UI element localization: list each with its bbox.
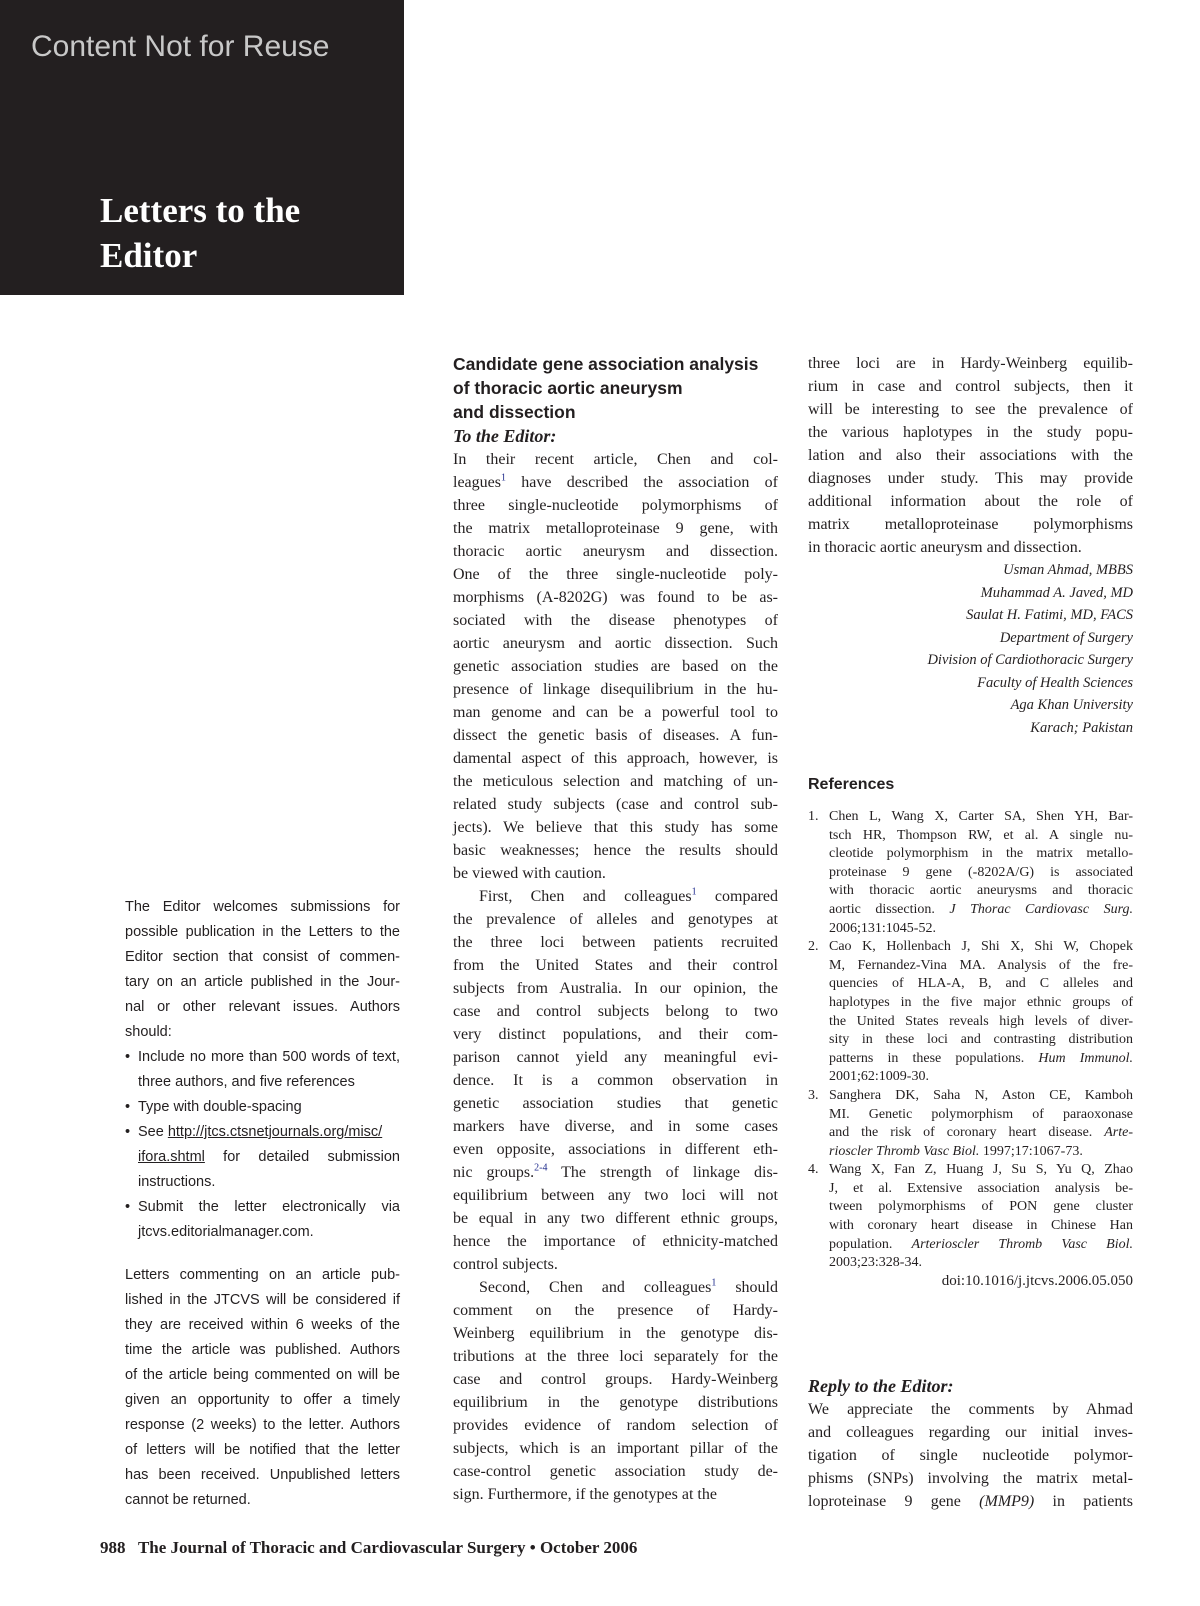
citation-superscript: 1 (691, 886, 697, 898)
spacer (125, 1245, 400, 1263)
letter-column-2 (808, 352, 1133, 739)
reference-number: 1. (808, 809, 819, 824)
text-line: case and control groups. Hardy-Weinberg (453, 1371, 778, 1388)
section-title-line: Editor (100, 236, 198, 275)
reference-item (808, 1087, 1133, 1161)
text-line: time the article was published. Authors (125, 1342, 400, 1358)
text-line: jtcvs.editorialmanager.com. (138, 1224, 314, 1240)
text-line: three authors, and five references (138, 1074, 355, 1090)
text-line: lation and also their associations with the (808, 447, 1133, 464)
text-line: matrix metalloproteinase polymorphisms (808, 516, 1133, 533)
text-line: Letters commenting on an article pub- (125, 1267, 400, 1283)
text-line: will be interesting to see the prevalence of (808, 401, 1133, 418)
text-line: response (2 weeks) to the letter. Authors (125, 1417, 400, 1433)
text-line: man genome and can be a powerful tool to (453, 704, 778, 721)
text-line: loproteinase 9 gene (MMP9) in patients (808, 1493, 1133, 1510)
section-title-line: Letters to the (100, 191, 301, 230)
text-line: • Include no more than 500 words of text, (138, 1049, 400, 1065)
guideline-bullet (125, 1120, 400, 1195)
citation-superscript: 2-4 (534, 1162, 548, 1174)
italic-text: (MMP9) (979, 1493, 1035, 1510)
text-line: related study subjects (case and control sub- (453, 796, 778, 813)
text-line: even opposite, associations in different eth- (453, 1141, 778, 1158)
references-list (808, 808, 1133, 1273)
guideline-bullet (125, 1045, 400, 1095)
text-line: and colleagues regarding our initial inves- (808, 1424, 1133, 1441)
text-line (138, 1120, 400, 1145)
text-line: should: (125, 1024, 172, 1040)
reference-line: patterns in these populations. Hum Immunol. (829, 1050, 1133, 1066)
text-line: Weinberg equilibrium in the genotype dis- (453, 1325, 778, 1342)
reference-line: Chen L, Wang X, Carter SA, Shen YH, Bar- (829, 809, 1133, 824)
reference-item (808, 808, 1133, 938)
submission-link[interactable]: ifora.shtml (138, 1149, 205, 1165)
reference-line: 2006;131:1045-52. (829, 920, 936, 936)
text-line: dissect the genetic basis of diseases. A fun- (453, 727, 778, 744)
reference-line: population. Arterioscler Thromb Vasc Biol. (829, 1236, 1133, 1252)
guidelines-policy (125, 1263, 400, 1513)
signature-line: Aga Khan University (1010, 697, 1133, 713)
text-line: be viewed with caution. (453, 865, 606, 882)
signature-line: Division of Cardiothoracic Surgery (927, 652, 1133, 668)
text-line: given an opportunity to offer a timely (125, 1392, 400, 1408)
text-line: the meticulous selection and matching of un- (453, 773, 778, 790)
letter-body-continued (808, 352, 1133, 559)
text-line: has been received. Unpublished letters (125, 1467, 400, 1483)
text-line: tigation of single nucleotide polymor- (808, 1447, 1133, 1464)
text-line: basic weaknesses; hence the results should (453, 842, 778, 859)
italic-text: rioscler Thromb Vasc Biol. (829, 1143, 980, 1159)
text-line (138, 1145, 400, 1170)
reference-line: cleotide polymorphism in the matrix metallo- (829, 846, 1133, 862)
text-line: morphisms (A-8202G) was found to be as- (453, 589, 778, 606)
text-line: The Editor welcomes submissions for (125, 899, 400, 915)
section-title (100, 188, 390, 278)
citation-superscript: 1 (711, 1277, 717, 1289)
doi: doi:10.1016/j.jtcvs.2006.05.050 (941, 1273, 1133, 1289)
reference-line: with thoracic aortic aneurysms and thoracic (829, 883, 1133, 899)
text-line: Second, Chen and colleagues$^1$ should (479, 1277, 779, 1296)
reference-line: 2001;62:1009-30. (829, 1069, 929, 1085)
references-heading: References (808, 776, 895, 793)
text-line: • Submit the letter electronically via (138, 1199, 400, 1215)
text-line: One of the three single-nucleotide poly- (453, 566, 778, 583)
text-line: equilibrium in the genotype distributions (453, 1394, 778, 1411)
reference-line: 2003;23:328-34. (829, 1255, 922, 1271)
text-line: tary on an article published in the Jour- (125, 974, 400, 990)
watermark: Content Not for Reuse (31, 30, 330, 63)
italic-text: Arte- (1104, 1125, 1133, 1141)
reference-line: the United States reveals high levels of diver- (829, 1013, 1133, 1029)
signature-line: Saulat H. Fatimi, MD, FACS (966, 607, 1133, 623)
text-line: cannot be returned. (125, 1492, 251, 1508)
text-line: damental aspect of this approach, however, is (453, 750, 778, 767)
text-line: presence of linkage disequilibrium in the hu- (453, 681, 778, 698)
page-footer: 988 The Journal of Thoracic and Cardiovascular Surgery • October 2006 (100, 1538, 638, 1557)
text-line: case and control subjects belong to two (453, 1003, 778, 1020)
text-line: instructions. (138, 1174, 216, 1190)
text-line: the matrix metalloproteinase 9 gene, with (453, 520, 778, 537)
reference-number: 3. (808, 1087, 819, 1103)
text-line: thoracic aortic aneurysm and dissection. (453, 543, 778, 560)
text-line: the three loci between patients recruited (453, 934, 778, 951)
reply-heading: Reply to the Editor: (808, 1376, 954, 1396)
signature-line: Faculty of Health Sciences (977, 674, 1133, 691)
text-line: possible publication in the Letters to the (125, 924, 400, 940)
article-title (453, 352, 778, 424)
text-line: equilibrium between any two loci will not (453, 1187, 778, 1204)
reference-line: rioscler Thromb Vasc Biol. 1997;17:1067-73. (829, 1143, 1083, 1159)
text-line: nal or other relevant issues. Authors (125, 999, 400, 1015)
text-line: • Type with double-spacing (138, 1099, 302, 1115)
text-line: they are received within 6 weeks of the (125, 1317, 400, 1333)
guideline-bullet (125, 1195, 400, 1245)
text-line: subjects from Australia. In our opinion, the (453, 980, 778, 997)
text-line: dence. It is a common observation in (453, 1072, 778, 1089)
letter-body (453, 448, 778, 1506)
text-line: from the United States and their control (453, 957, 778, 974)
signature-line: Usman Ahmad, MBBS (1003, 562, 1133, 578)
reference-line: tsch HR, Thompson RW, et al. A single nu- (829, 827, 1133, 843)
title-line: of thoracic aortic aneurysm (453, 378, 683, 398)
text-line: rium in case and control subjects, then it (808, 378, 1133, 395)
text-line: sociated with the disease phenotypes of (453, 612, 778, 629)
header-block (0, 0, 404, 295)
reference-line: sity in these loci and contrasting distribution (829, 1032, 1133, 1048)
reference-line: haplotypes in the five major ethnic groups of (829, 994, 1133, 1010)
text-line: First, Chen and colleagues$^1$ compared (479, 886, 778, 905)
signature-line: Karach; Pakistan (1030, 719, 1133, 736)
reference-line: proteinase 9 gene (-8202A/G) is associated (829, 864, 1133, 880)
title-line: and dissection (453, 402, 576, 422)
text-line: diagnoses under study. This may provide (808, 470, 1133, 487)
text-line: tributions at the three loci separately for the (453, 1348, 778, 1365)
text-line: genetic association studies that genetic (453, 1095, 778, 1112)
text-line: sign. Furthermore, if the genotypes at the (453, 1486, 717, 1503)
guideline-bullet (125, 1095, 400, 1120)
text-line: three loci are in Hardy-Weinberg equilib- (808, 355, 1133, 372)
reference-line: J, et al. Extensive association analysis be- (829, 1180, 1133, 1196)
text-line: provides evidence of random selection of (453, 1417, 778, 1434)
text-line: jects). We believe that this study has some (453, 819, 778, 836)
reference-line: and the risk of coronary heart disease. Arte- (829, 1125, 1133, 1141)
reference-item (808, 1161, 1133, 1273)
text-line: control subjects. (453, 1256, 558, 1273)
text-line: hence the importance of ethnicity-matched (453, 1233, 778, 1250)
title-line: Candidate gene association analysis (453, 354, 759, 374)
text-line: of letters will be notified that the letter (125, 1442, 400, 1458)
reference-line: tween polymorphisms of PON gene cluster (829, 1199, 1133, 1215)
text-line: We appreciate the comments by Ahmad (808, 1401, 1133, 1418)
reference-line: Wang X, Fan Z, Huang J, Su S, Yu Q, Zhao (829, 1162, 1133, 1178)
reference-line: Cao K, Hollenbach J, Shi X, Shi W, Chopek (829, 939, 1133, 955)
guidelines-intro (125, 895, 400, 1045)
text-line: aortic aneurysm and aortic dissection. Such (453, 635, 778, 652)
text-line: be equal in any two different ethnic groups, (453, 1210, 778, 1227)
text-line: parison cannot yield any meaningful evi- (453, 1049, 778, 1066)
text-line: three single-nucleotide polymorphisms of (453, 497, 778, 514)
text-line: Editor section that consist of commen- (125, 949, 400, 965)
text-line: phisms (SNPs) involving the matrix metal- (808, 1470, 1133, 1487)
text-line: nic groups.$^{2-4}$ The strength of linkage dis- (453, 1162, 778, 1181)
text-line: lished in the JTCVS will be considered if (125, 1292, 400, 1308)
reply-body (808, 1398, 1133, 1513)
signature-line: Muhammad A. Javed, MD (980, 584, 1133, 601)
to-editor-heading: To the Editor: (453, 426, 557, 446)
text-line: very distinct populations, and their com- (453, 1026, 778, 1043)
submission-guidelines (125, 895, 400, 1513)
text-line: markers have diverse, and in some cases (453, 1118, 778, 1135)
reference-line: MI. Genetic polymorphism of paraoxonase (829, 1106, 1133, 1122)
text-line: the various haplotypes in the study popu- (808, 424, 1133, 441)
italic-text: Hum Immunol. (1038, 1050, 1133, 1066)
reference-item (808, 938, 1133, 1087)
reference-line: with coronary heart disease in Chinese Han (829, 1218, 1133, 1234)
italic-text: J Thorac Cardiovasc Surg. (949, 901, 1133, 917)
italic-text: Arterioscler Thromb Vasc Biol. (911, 1236, 1133, 1252)
signature-line: Department of Surgery (999, 629, 1133, 646)
text-line: comment on the presence of Hardy- (453, 1302, 778, 1319)
reference-number: 4. (808, 1162, 819, 1178)
text-line: subjects, which is an important pillar of the (453, 1440, 778, 1457)
text-line: leagues$^1$ have described the association of (453, 472, 778, 491)
text-line: additional information about the role of (808, 493, 1133, 510)
letter-column-1 (453, 352, 778, 1506)
text-line: of the article being commented on will be (125, 1367, 400, 1383)
reference-line: Sanghera DK, Saha N, Aston CE, Kamboh (829, 1087, 1133, 1103)
citation-superscript: 1 (500, 472, 506, 484)
text-line: the prevalence of alleles and genotypes at (453, 911, 778, 928)
submission-link[interactable]: http://jtcs.ctsnetjournals.org/misc/ (167, 1124, 383, 1140)
text-line: In their recent article, Chen and col- (453, 451, 778, 468)
reference-line: aortic dissection. J Thorac Cardiovasc Surg. (829, 901, 1133, 917)
text-span: See (138, 1124, 168, 1140)
author-signature (808, 559, 1133, 739)
text-line: case-control genetic association study de- (453, 1463, 778, 1480)
text-line: genetic association studies are based on the (453, 658, 778, 675)
reference-line: M, Fernandez-Vina MA. Analysis of the fre- (829, 957, 1133, 973)
reference-line: quencies of HLA-A, B, and C alleles and (829, 976, 1133, 992)
reference-number: 2. (808, 939, 819, 955)
text-line: in thoracic aortic aneurysm and dissection. (808, 539, 1082, 556)
text-span: for detailed submission (204, 1149, 400, 1165)
